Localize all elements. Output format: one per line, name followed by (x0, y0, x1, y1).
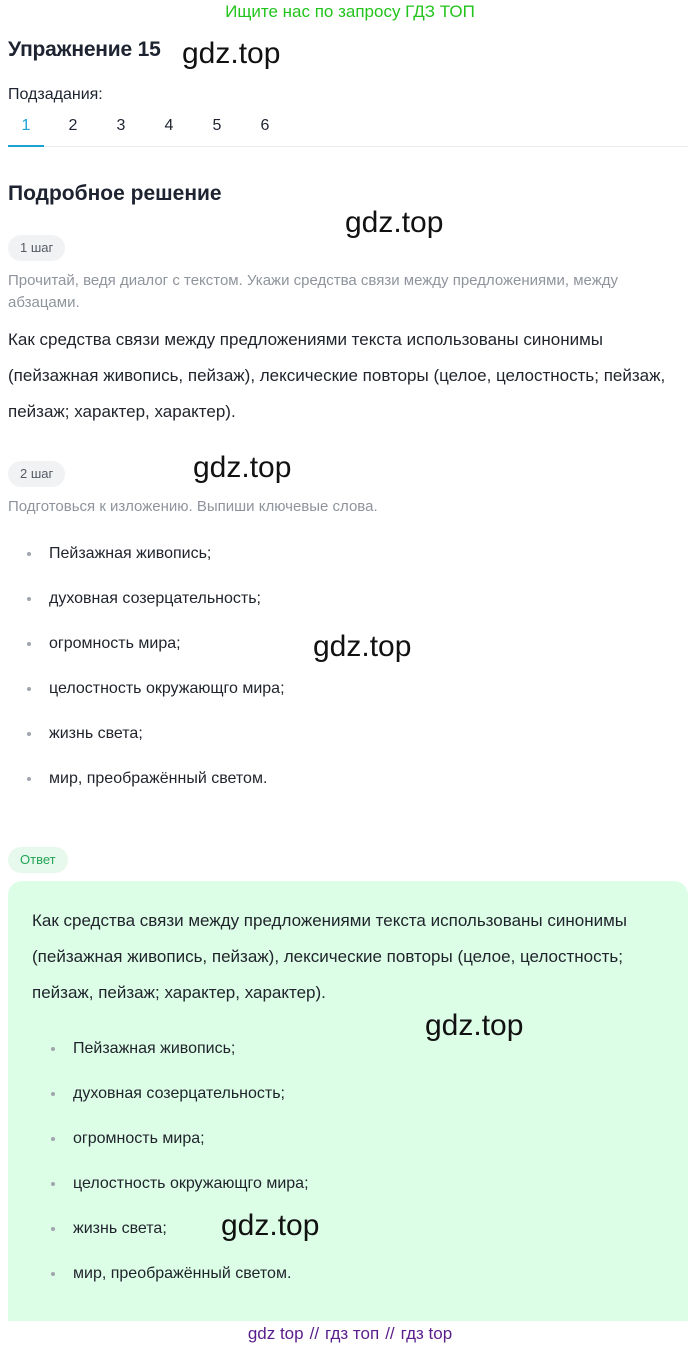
footer-link[interactable]: гдз топ (325, 1324, 380, 1343)
footer-separator: // (309, 1324, 320, 1343)
list-item: духовная созерцательность; (48, 1083, 309, 1128)
answer-badge: Ответ (8, 847, 68, 873)
list-item: мир, преображённый светом. (24, 768, 285, 813)
list-item: жизнь света; (24, 723, 285, 768)
list-item: Пейзажная живопись; (48, 1038, 309, 1083)
tab-5[interactable]: 5 (212, 117, 222, 134)
list-item: огромность мира; (48, 1128, 309, 1173)
list-item: жизнь света; (48, 1218, 309, 1263)
tab-1[interactable]: 1 (8, 114, 44, 147)
list-item: целостность окружающго мира; (48, 1173, 309, 1218)
watermark: gdz.top (193, 451, 292, 484)
step-2-hint: Подготовься к изложению. Выпиши ключевые слова. (8, 498, 378, 515)
tab-3[interactable]: 3 (116, 117, 126, 134)
answer-keywords-list (48, 1038, 309, 1308)
watermark: gdz.top (345, 206, 444, 239)
watermark: gdz.top (313, 630, 412, 663)
answer-box (8, 881, 688, 1321)
search-banner: Ищите нас по запросу ГДЗ ТОП (225, 2, 475, 21)
step-2-badge: 2 шаг (8, 461, 65, 487)
subtasks-label: Подзадания: (8, 86, 103, 103)
footer-links (0, 1322, 700, 1346)
step-1-badge: 1 шаг (8, 235, 65, 261)
answer-text: Как средства связи между предложениями текста использованы синонимы (пейзажная живопись, пейзаж), лексические повторы (целое, целостность; пейзаж, пейзаж; характер, характер). (32, 911, 627, 1002)
step-1-hint: Прочитай, ведя диалог с текстом. Укажи средства связи между предложениями, между абзацами. (8, 272, 618, 311)
tab-2[interactable]: 2 (68, 117, 78, 134)
keywords-list (24, 543, 285, 813)
watermark: gdz.top (182, 37, 281, 70)
list-item: Пейзажная живопись; (24, 543, 285, 588)
footer-link[interactable]: гдз top (400, 1324, 453, 1343)
list-item: целостность окружающго мира; (24, 678, 285, 723)
tab-6[interactable]: 6 (260, 117, 270, 134)
list-item: мир, преображённый светом. (48, 1263, 309, 1308)
solution-title: Подробное решение (8, 182, 222, 205)
footer-separator: // (385, 1324, 395, 1343)
list-item: духовная созерцательность; (24, 588, 285, 633)
tab-4[interactable]: 4 (164, 117, 174, 134)
footer-link[interactable]: gdz top (247, 1324, 304, 1343)
watermark: gdz.top (425, 1009, 524, 1042)
subtask-tabs (8, 114, 688, 147)
page-title: Упражнение 15 (8, 38, 161, 61)
watermark: gdz.top (221, 1209, 320, 1242)
list-item: огромность мира; (24, 633, 285, 678)
step-1-text: Как средства связи между предложениями текста использованы синонимы (пейзажная живопись, пейзаж), лексические повторы (целое, целостность; пейзаж, пейзаж; характер, характер). (8, 330, 666, 421)
